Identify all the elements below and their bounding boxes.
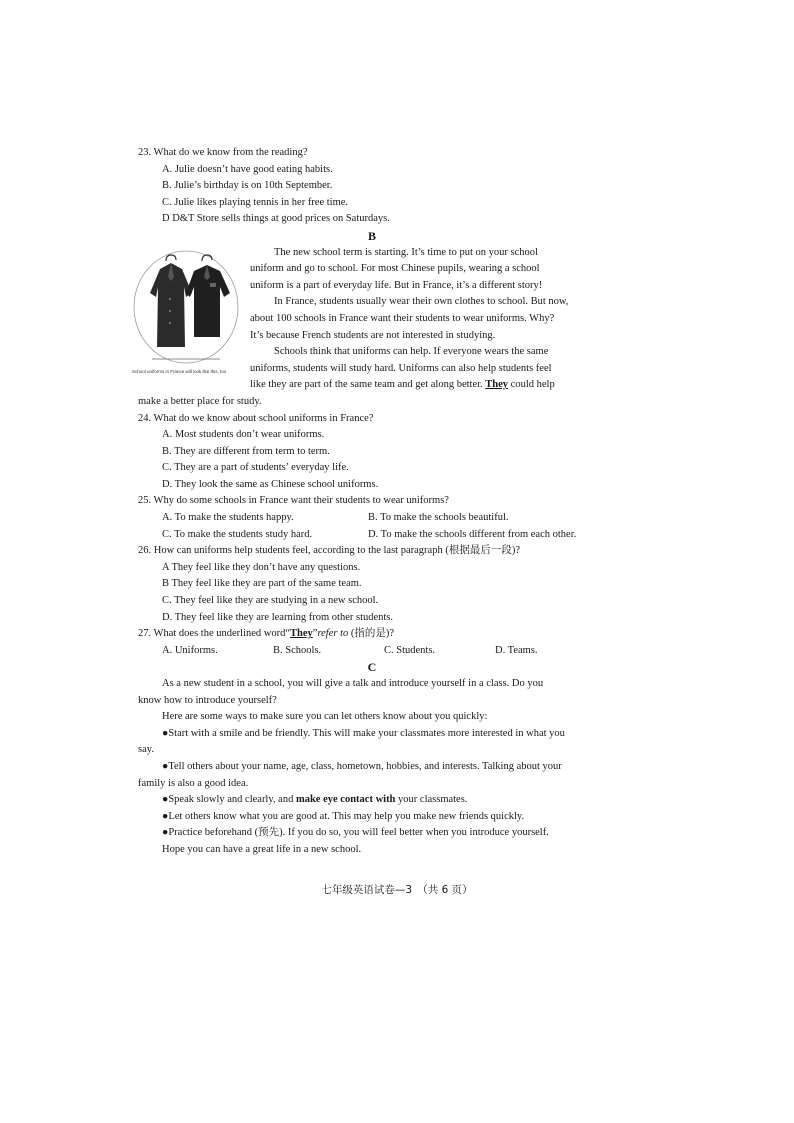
passage-c-line: As a new student in a school, you will give a talk and introduce yourself in a class. Do you — [162, 678, 544, 689]
passage-b-line: make a better place for study. — [138, 395, 262, 407]
page-content — [132, 145, 606, 859]
passage-c-line: know how to introduce yourself? — [138, 694, 277, 706]
uniform-coats-image — [132, 247, 240, 371]
question-27-stem-text: (指的是)? — [348, 628, 395, 640]
question-24-option-b: B. They are different from term to term. — [162, 445, 330, 457]
question-24-option-c: C. They are a part of students’ everyday life. — [162, 462, 349, 474]
question-26-option-a: A They feel like they don’t have any questions. — [162, 561, 361, 573]
question-26-stem: 26. How can uniforms help students feel, according to the last paragraph (根据最后一段)? — [138, 545, 520, 557]
question-27-stem-text: ” — [312, 628, 318, 640]
question-26-option-b: B They feel like they are part of the same team. — [162, 578, 362, 590]
question-23-stem: 23. What do we know from the reading? — [138, 147, 308, 158]
underlined-word-they: They — [485, 379, 509, 391]
question-23-option-b: B. Julie’s birthday is on 10th September. — [162, 180, 333, 192]
question-26-option-d: D. They feel like they are learning from other students. — [162, 611, 394, 623]
question-27-italic-text: refer to — [317, 628, 349, 640]
question-25-option-a: A. To make the students happy. — [162, 512, 294, 524]
question-27-stem — [138, 626, 606, 643]
passage-b-text: like they are part of the same team and get along better. — [250, 379, 483, 391]
passage-c-bullet: ●Let others know what you are good at. This may help you make new friends quickly. — [162, 810, 525, 822]
question-27-stem-text: 27. What does the underlined word“ — [138, 628, 291, 640]
passage-b-line: uniform and go to school. For most Chinese pupils, wearing a school — [250, 263, 540, 275]
question-25-option-c: C. To make the students study hard. — [162, 528, 313, 540]
passage-c-bullet: ●Start with a smile and be friendly. This will make your classmates more interested in what you — [162, 727, 565, 739]
question-25-option-b: B. To make the schools beautiful. — [368, 512, 509, 524]
passage-b-line — [250, 377, 606, 394]
question-27-option-c: C. Students. — [384, 644, 436, 656]
question-23-option-a: A. Julie doesn’t have good eating habits. — [162, 163, 333, 175]
section-b-text — [250, 245, 606, 394]
question-23-option-c: C. Julie likes playing tennis in her free time. — [162, 196, 349, 208]
question-24-option-a: A. Most students don’t wear uniforms. — [162, 429, 325, 441]
passage-c-bullet — [138, 792, 606, 809]
question-25-stem: 25. Why do some schools in France want their students to wear uniforms? — [138, 495, 449, 507]
figure-caption: School uniforms in France will look like this, too — [132, 368, 227, 374]
question-26-option-c: C. They feel like they are studying in a new school. — [162, 595, 379, 607]
passage-c-text: your classmates. — [395, 794, 468, 806]
question-25-option-d: D. To make the schools different from each other. — [368, 528, 577, 540]
section-b-heading: B — [367, 228, 376, 243]
bold-phrase: make eye contact with — [295, 794, 396, 806]
school-uniform-illustration — [132, 247, 240, 379]
passage-c-line: family is also a good idea. — [138, 777, 249, 789]
passage-c-text: ●Speak slowly and clearly, and — [162, 794, 296, 806]
passage-b-line: Schools think that uniforms can help. If everyone wears the same — [274, 346, 549, 358]
section-b-passage — [132, 245, 606, 394]
question-27-option-a: A. Uniforms. — [162, 644, 218, 656]
passage-b-line: about 100 schools in France want their students to wear uniforms. Why? — [250, 312, 555, 324]
passage-c-bullet: ●Tell others about your name, age, class, hometown, hobbies, and interests. Talking about your — [162, 760, 562, 772]
page-footer: 七年级英语试卷—3 （共 6 页） — [321, 884, 473, 896]
passage-b-line: In France, students usually wear their own clothes to school. But now, — [274, 296, 569, 308]
question-27-options-row — [138, 643, 606, 660]
passage-b-line: The new school term is starting. It’s time to put on your school — [274, 246, 538, 258]
question-27-option-b: B. Schools. — [273, 644, 322, 656]
section-c-heading: C — [367, 660, 377, 675]
question-23-option-d: D D&T Store sells things at good prices on Saturdays. — [162, 213, 390, 225]
question-24-stem: 24. What do we know about school uniforms in France? — [138, 412, 374, 424]
passage-c-line: say. — [138, 744, 154, 756]
question-24-option-d: D. They look the same as Chinese school uniforms. — [162, 478, 379, 490]
passage-b-line: uniforms, students will study hard. Uniforms can also help students feel — [250, 362, 552, 374]
question-25-options-row — [138, 527, 606, 544]
passage-c-line: Hope you can have a great life in a new school. — [162, 843, 362, 855]
question-25-options-row — [138, 510, 606, 527]
question-27-underlined-word: They — [290, 628, 313, 640]
passage-b-line: It’s because French students are not interested in studying. — [250, 329, 496, 341]
question-27-option-d: D. Teams. — [495, 644, 538, 656]
passage-b-line: uniform is a part of everyday life. But in France, it’s a different story! — [250, 279, 543, 291]
passage-c-bullet: ●Practice beforehand (预先). If you do so, you will feel better when you introduce yourself. — [162, 827, 549, 839]
passage-b-text: could help — [510, 379, 555, 391]
passage-c-line: Here are some ways to make sure you can let others know about you quickly: — [162, 711, 488, 723]
